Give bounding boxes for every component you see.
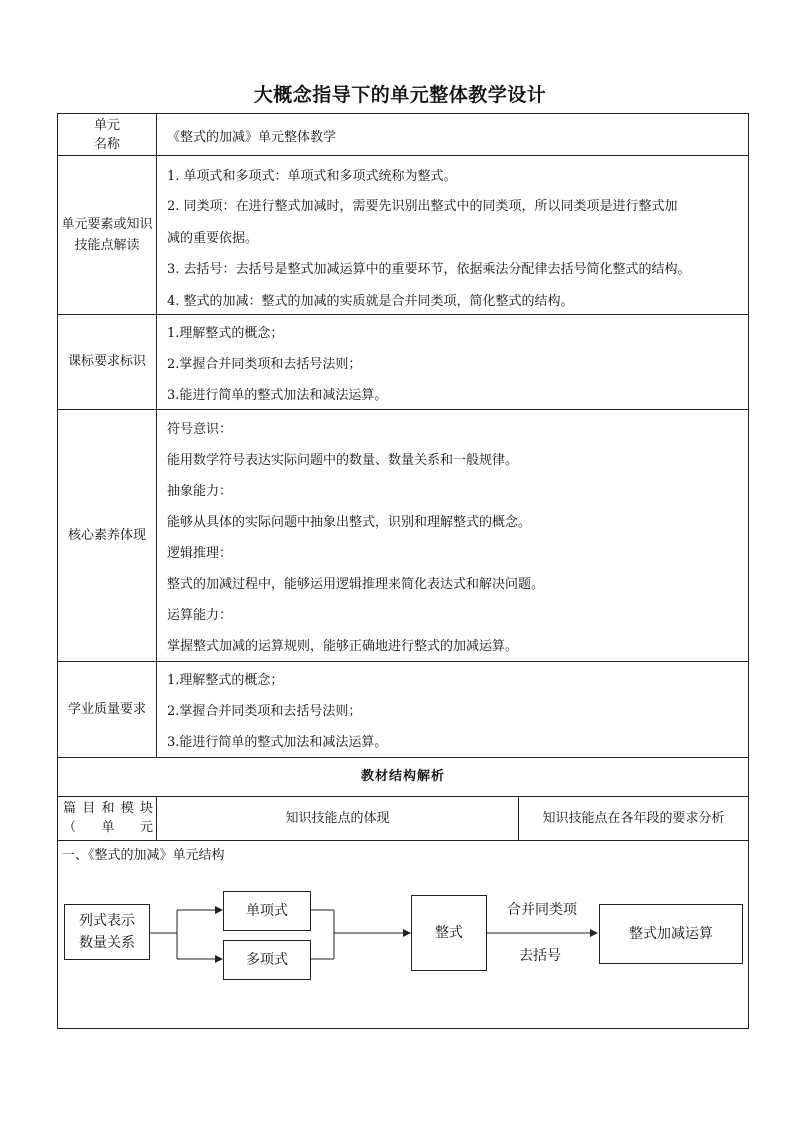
- elements-item-4: 4. 整式的加减：整式的加减的实质就是合并同类项，简化整式的结构。: [167, 294, 574, 309]
- core-literacy-heading-2: 抽象能力：: [167, 484, 233, 499]
- core-literacy-text-2: 能够从具体的实际问题中抽象出整式，识别和理解整式的概念。: [167, 515, 532, 530]
- core-literacy-label: 核心素养体现: [67, 527, 146, 543]
- box-operations: 整式加减运算: [599, 904, 743, 964]
- label-merge-like-terms: 合并同类项: [507, 902, 577, 918]
- box-polynomial: 多项式: [223, 940, 311, 980]
- quality-item-3: 3.能进行简单的整式加法和减法运算。: [167, 735, 388, 750]
- elements-item-1: 1. 单项式和多项式：单项式和多项式统称为整式。: [167, 169, 457, 184]
- design-table: [57, 113, 749, 1029]
- structure-arrows: [57, 113, 749, 1029]
- core-literacy-heading-1: 符号意识：: [167, 422, 233, 437]
- core-literacy-text-3: 整式的加减过程中，能够运用逻辑推理来简化表达式和解决问题。: [167, 577, 545, 592]
- textbook-header: 教材结构解析: [360, 769, 445, 784]
- box-monomial: 单项式: [223, 891, 311, 931]
- unit-name-value: 《整式的加减》单元整体教学: [167, 130, 337, 145]
- core-literacy-text-4: 掌握整式加减的运算规则，能够正确地进行整式的加减运算。: [167, 639, 519, 654]
- elements-label: 单元要素或知识技能点解读: [61, 217, 153, 253]
- textbook-col-skills: 知识技能点的体现: [285, 810, 390, 826]
- core-literacy-heading-3: 逻辑推理：: [167, 546, 233, 561]
- box-integral-expression: 整式: [411, 895, 487, 971]
- curriculum-item-2: 2.掌握合并同类项和去括号法则；: [167, 357, 362, 372]
- quality-item-1: 1.理解整式的概念；: [167, 673, 284, 688]
- core-literacy-text-1: 能用数学符号表达实际问题中的数量、数量关系和一般规律。: [167, 453, 519, 468]
- structure-heading: 一、《整式的加减》单元结构: [62, 848, 225, 863]
- unit-name-label: 单元 名称: [93, 117, 120, 152]
- elements-item-2-cont: 减的重要依据。: [167, 231, 259, 246]
- core-literacy-heading-4: 运算能力：: [167, 608, 233, 623]
- curriculum-item-1: 1.理解整式的概念；: [167, 326, 284, 341]
- box-expression: 列式表示 数量关系: [64, 904, 150, 960]
- label-remove-brackets: 去括号: [519, 948, 561, 964]
- curriculum-label: 课标要求标识: [67, 354, 146, 369]
- textbook-col-analysis: 知识技能点在各年段的要求分析: [542, 810, 725, 826]
- textbook-col-unit: 篇 目 和 模 块 （单元: [63, 801, 153, 835]
- elements-item-3: 3. 去括号：去括号是整式加减运算中的重要环节，依据乘法分配律去括号简化整式的结构。: [167, 262, 691, 277]
- quality-label: 学业质量要求: [67, 701, 146, 717]
- elements-item-2: 2. 同类项：在进行整式加减时，需要先识别出整式中的同类项，所以同类项是进行整式加: [167, 199, 678, 214]
- quality-item-2: 2.掌握合并同类项和去括号法则；: [167, 704, 362, 719]
- page-title: 大概念指导下的单元整体教学设计: [253, 84, 547, 106]
- curriculum-item-3: 3.能进行简单的整式加法和减法运算。: [167, 388, 388, 403]
